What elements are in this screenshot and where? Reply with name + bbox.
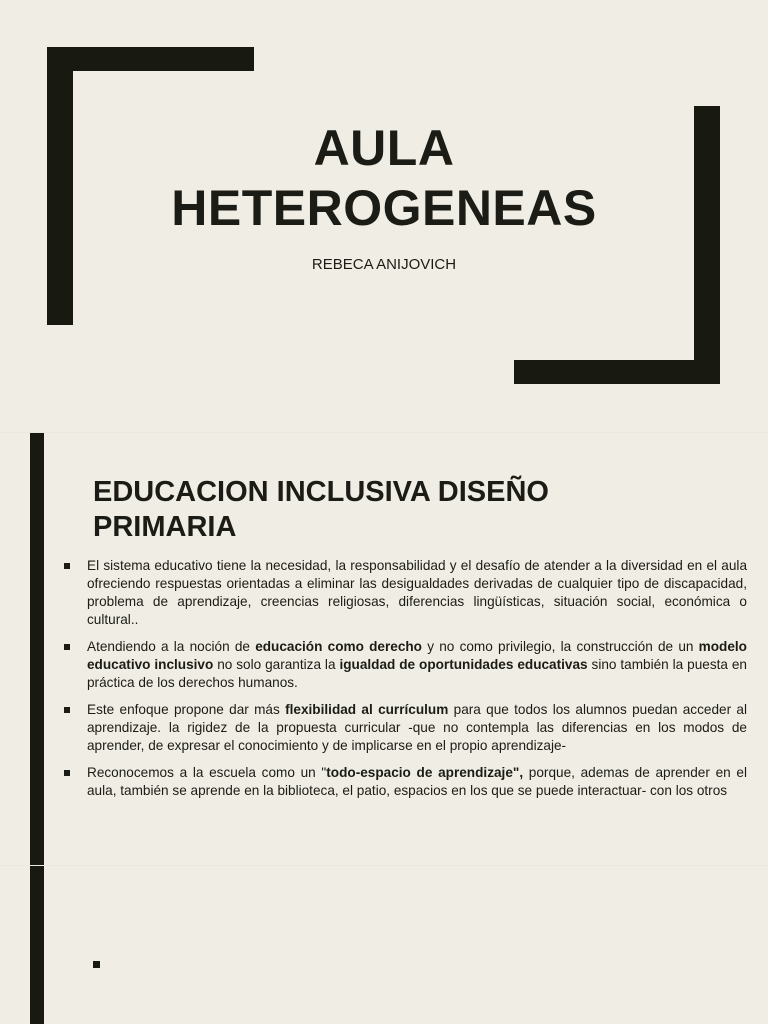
square-bullet-icon (64, 644, 70, 650)
heading-line-1: EDUCACION INCLUSIVA DISEÑO (93, 476, 549, 508)
square-bullet-icon (64, 707, 70, 713)
left-accent-bar (30, 866, 44, 1024)
author-name: REBECA ANIJOVICH (311, 256, 457, 273)
bullet-list (62, 557, 747, 809)
title-line-2: HETEROGENEAS (171, 180, 597, 236)
slide-heading (93, 475, 613, 545)
square-bullet-icon (93, 961, 100, 968)
title-slide (0, 0, 768, 432)
heading-line-2: PRIMARIA (93, 511, 237, 543)
list-item: Este enfoque propone dar más flexibilidad al currículum para que todos los alumnos puedan acceder al aprendizaje. la rigidez de la propuesta curricular -que no contempla las diferencias en los modos de aprender, de expresar el conocimiento y de implicarse en el propio aprendizaje- (62, 701, 747, 755)
content-slide (0, 433, 768, 865)
frame-top-left-horizontal (47, 47, 254, 71)
list-item: Reconocemos a la escuela como un "todo-espacio de aprendizaje", porque, ademas de aprender en el aula, también se aprende en la biblioteca, el patio, espacios en los que se puede interactuar- con los otros (62, 764, 747, 800)
square-bullet-icon (64, 770, 70, 776)
page-title (0, 118, 768, 238)
title-line-1: AULA (313, 120, 455, 176)
left-accent-bar (30, 433, 44, 865)
list-item: El sistema educativo tiene la necesidad, la responsabilidad y el desafío de atender a la diversidad en el aula ofreciendo respuestas orientadas a eliminar las desigualdades derivadas de cualquier tipo de discapacidad, problema de aprendizaje, creencias religiosas, diferencias lingüísticas, situación social, económica o cultural.. (62, 557, 747, 629)
square-bullet-icon (64, 563, 70, 569)
next-slide (0, 866, 768, 1024)
frame-bottom-right-horizontal (514, 360, 720, 384)
list-item: Atendiendo a la noción de educación como derecho y no como privilegio, la construcción de un modelo educativo inclusivo no solo garantiza la igualdad de oportunidades educativas sino también la puesta en práctica de los derechos humanos. (62, 638, 747, 692)
